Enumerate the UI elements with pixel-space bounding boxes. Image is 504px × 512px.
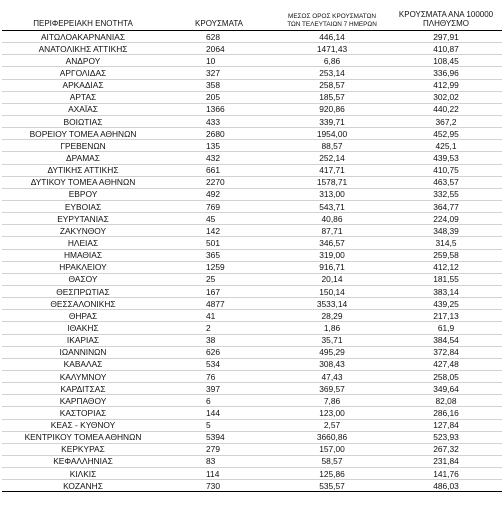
- cases-count: 628: [164, 31, 274, 43]
- table-row: [2, 419, 502, 431]
- seven-day-average: 185,57: [274, 91, 390, 103]
- region-name: ΗΡΑΚΛΕΙΟΥ: [2, 261, 164, 273]
- cases-count: 114: [164, 468, 274, 480]
- seven-day-average: 1578,71: [274, 176, 390, 188]
- cases-count: 2270: [164, 176, 274, 188]
- region-name: ΚΟΖΑΝΗΣ: [2, 480, 164, 492]
- cases-per-100k: 427,48: [390, 358, 502, 370]
- region-name: ΕΒΡΟΥ: [2, 188, 164, 200]
- cases-per-100k: 384,54: [390, 334, 502, 346]
- region-name: ΚΕΝΤΡΙΚΟΥ ΤΟΜΕΑ ΑΘΗΝΩΝ: [2, 431, 164, 443]
- seven-day-average: 1954,00: [274, 128, 390, 140]
- region-name: ΚΙΛΚΙΣ: [2, 468, 164, 480]
- cases-count: 45: [164, 213, 274, 225]
- region-name: ΚΕΦΑΛΛΗΝΙΑΣ: [2, 455, 164, 467]
- header-row: [2, 6, 502, 31]
- header-per-line1: ΚΡΟΥΣΜΑΤΑ ΑΝΑ 100000: [398, 10, 494, 19]
- cases-count: 501: [164, 237, 274, 249]
- table-row: [2, 298, 502, 310]
- region-name: ΙΩΑΝΝΙΝΩΝ: [2, 346, 164, 358]
- cases-per-100k: 383,14: [390, 285, 502, 297]
- seven-day-average: 339,71: [274, 115, 390, 127]
- table-row: [2, 370, 502, 382]
- seven-day-average: 495,29: [274, 346, 390, 358]
- seven-day-average: 88,57: [274, 140, 390, 152]
- cases-count: 205: [164, 91, 274, 103]
- cases-per-100k: 372,84: [390, 346, 502, 358]
- table-row: [2, 261, 502, 273]
- cases-count: 534: [164, 358, 274, 370]
- header-per-capita: [390, 6, 502, 31]
- cases-count: 730: [164, 480, 274, 492]
- seven-day-average: 28,29: [274, 310, 390, 322]
- cases-per-100k: 348,39: [390, 225, 502, 237]
- cases-per-100k: 425,1: [390, 140, 502, 152]
- cases-per-100k: 439,25: [390, 298, 502, 310]
- table-row: [2, 468, 502, 480]
- table-body: [2, 31, 502, 492]
- seven-day-average: 920,86: [274, 103, 390, 115]
- region-name: ΒΟΡΕΙΟΥ ΤΟΜΕΑ ΑΘΗΝΩΝ: [2, 128, 164, 140]
- header-avg: [274, 6, 390, 31]
- seven-day-average: 535,57: [274, 480, 390, 492]
- cases-per-100k: 452,95: [390, 128, 502, 140]
- cases-count: 358: [164, 79, 274, 91]
- seven-day-average: 123,00: [274, 407, 390, 419]
- region-name: ΖΑΚΥΝΘΟΥ: [2, 225, 164, 237]
- region-name: ΕΥΒΟΙΑΣ: [2, 200, 164, 212]
- cases-per-100k: 224,09: [390, 213, 502, 225]
- region-name: ΑΝΔΡΟΥ: [2, 55, 164, 67]
- table-row: [2, 431, 502, 443]
- cases-per-100k: 141,76: [390, 468, 502, 480]
- cases-table: [2, 6, 502, 492]
- header-region-label: ΠΕΡΙΦΕΡΕΙΑΚΗ ΕΝΟΤΗΤΑ: [33, 19, 133, 28]
- seven-day-average: 58,57: [274, 455, 390, 467]
- region-name: ΑΧΑΪΑΣ: [2, 103, 164, 115]
- cases-count: 2064: [164, 43, 274, 55]
- cases-per-100k: 336,96: [390, 67, 502, 79]
- cases-per-100k: 217,13: [390, 310, 502, 322]
- seven-day-average: 125,86: [274, 468, 390, 480]
- region-name: ΘΗΡΑΣ: [2, 310, 164, 322]
- region-name: ΑΡΤΑΣ: [2, 91, 164, 103]
- seven-day-average: 319,00: [274, 249, 390, 261]
- cases-count: 1259: [164, 261, 274, 273]
- table-row: [2, 383, 502, 395]
- cases-count: 433: [164, 115, 274, 127]
- cases-per-100k: 82,08: [390, 395, 502, 407]
- table-row: [2, 200, 502, 212]
- cases-per-100k: 258,05: [390, 370, 502, 382]
- cases-count: 25: [164, 273, 274, 285]
- cases-per-100k: 463,57: [390, 176, 502, 188]
- region-name: ΕΥΡΥΤΑΝΙΑΣ: [2, 213, 164, 225]
- seven-day-average: 313,00: [274, 188, 390, 200]
- table-row: [2, 164, 502, 176]
- seven-day-average: 417,71: [274, 164, 390, 176]
- seven-day-average: 258,57: [274, 79, 390, 91]
- seven-day-average: 543,71: [274, 200, 390, 212]
- cases-per-100k: 349,64: [390, 383, 502, 395]
- table-row: [2, 31, 502, 43]
- cases-count: 135: [164, 140, 274, 152]
- cases-per-100k: 364,77: [390, 200, 502, 212]
- table-row: [2, 176, 502, 188]
- region-name: ΚΑΡΔΙΤΣΑΣ: [2, 383, 164, 395]
- cases-count: 492: [164, 188, 274, 200]
- seven-day-average: 252,14: [274, 152, 390, 164]
- seven-day-average: 1471,43: [274, 43, 390, 55]
- cases-per-100k: 412,99: [390, 79, 502, 91]
- table-row: [2, 152, 502, 164]
- seven-day-average: 87,71: [274, 225, 390, 237]
- cases-per-100k: 486,03: [390, 480, 502, 492]
- region-name: ΑΡΓΟΛΙΔΑΣ: [2, 67, 164, 79]
- cases-per-100k: 127,84: [390, 419, 502, 431]
- table-row: [2, 67, 502, 79]
- table-row: [2, 346, 502, 358]
- cases-per-100k: 286,16: [390, 407, 502, 419]
- cases-per-100k: 412,12: [390, 261, 502, 273]
- cases-per-100k: 332,55: [390, 188, 502, 200]
- cases-per-100k: 440,22: [390, 103, 502, 115]
- cases-count: 2680: [164, 128, 274, 140]
- header-cases-label: ΚΡΟΥΣΜΑΤΑ: [195, 19, 243, 28]
- table-row: [2, 310, 502, 322]
- region-name: ΔΡΑΜΑΣ: [2, 152, 164, 164]
- region-name: ΚΕΑΣ - ΚΥΘΝΟΥ: [2, 419, 164, 431]
- header-avg-line1: ΜΕΣΟΣ ΟΡΟΣ ΚΡΟΥΣΜΑΤΩΝ: [288, 13, 376, 20]
- cases-count: 41: [164, 310, 274, 322]
- seven-day-average: 157,00: [274, 443, 390, 455]
- table-row: [2, 115, 502, 127]
- cases-per-100k: 297,91: [390, 31, 502, 43]
- header-avg-line2: ΤΩΝ ΤΕΛΕΥΤΑΙΩΝ 7 ΗΜΕΡΩΝ: [287, 20, 377, 28]
- cases-per-100k: 523,93: [390, 431, 502, 443]
- seven-day-average: 308,43: [274, 358, 390, 370]
- region-name: ΘΑΣΟΥ: [2, 273, 164, 285]
- table-row: [2, 358, 502, 370]
- table-row: [2, 55, 502, 67]
- cases-count: 769: [164, 200, 274, 212]
- cases-per-100k: 181,55: [390, 273, 502, 285]
- cases-count: 4877: [164, 298, 274, 310]
- table-row: [2, 188, 502, 200]
- cases-count: 5: [164, 419, 274, 431]
- cases-per-100k: 410,87: [390, 43, 502, 55]
- cases-per-100k: 267,32: [390, 443, 502, 455]
- table-row: [2, 273, 502, 285]
- region-name: ΑΙΤΩΛΟΑΚΑΡΝΑΝΙΑΣ: [2, 31, 164, 43]
- cases-count: 279: [164, 443, 274, 455]
- table-row: [2, 249, 502, 261]
- header-per-line2: ΠΛΗΘΥΣΜΟ: [422, 19, 470, 28]
- table-row: [2, 395, 502, 407]
- seven-day-average: 6,86: [274, 55, 390, 67]
- region-name: ΚΕΡΚΥΡΑΣ: [2, 443, 164, 455]
- region-name: ΔΥΤΙΚΗΣ ΑΤΤΙΚΗΣ: [2, 164, 164, 176]
- table-row: [2, 455, 502, 467]
- cases-count: 1366: [164, 103, 274, 115]
- cases-count: 626: [164, 346, 274, 358]
- cases-count: 5394: [164, 431, 274, 443]
- cases-count: 38: [164, 334, 274, 346]
- cases-per-100k: 108,45: [390, 55, 502, 67]
- region-name: ΔΥΤΙΚΟΥ ΤΟΜΕΑ ΑΘΗΝΩΝ: [2, 176, 164, 188]
- cases-count: 365: [164, 249, 274, 261]
- cases-per-100k: 367,2: [390, 115, 502, 127]
- table-row: [2, 480, 502, 492]
- table-row: [2, 407, 502, 419]
- table-row: [2, 43, 502, 55]
- cases-count: 10: [164, 55, 274, 67]
- seven-day-average: 346,57: [274, 237, 390, 249]
- seven-day-average: 3660,86: [274, 431, 390, 443]
- region-name: ΓΡΕΒΕΝΩΝ: [2, 140, 164, 152]
- region-name: ΙΘΑΚΗΣ: [2, 322, 164, 334]
- region-name: ΘΕΣΠΡΩΤΙΑΣ: [2, 285, 164, 297]
- table-row: [2, 128, 502, 140]
- region-name: ΑΝΑΤΟΛΙΚΗΣ ΑΤΤΙΚΗΣ: [2, 43, 164, 55]
- region-name: ΑΡΚΑΔΙΑΣ: [2, 79, 164, 91]
- table-row: [2, 213, 502, 225]
- cases-count: 142: [164, 225, 274, 237]
- cases-per-100k: 302,02: [390, 91, 502, 103]
- cases-per-100k: 439,53: [390, 152, 502, 164]
- region-name: ΘΕΣΣΑΛΟΝΙΚΗΣ: [2, 298, 164, 310]
- cases-count: 432: [164, 152, 274, 164]
- table-row: [2, 91, 502, 103]
- cases-count: 397: [164, 383, 274, 395]
- seven-day-average: 3533,14: [274, 298, 390, 310]
- seven-day-average: 7,86: [274, 395, 390, 407]
- seven-day-average: 47,43: [274, 370, 390, 382]
- seven-day-average: 2,57: [274, 419, 390, 431]
- seven-day-average: 369,57: [274, 383, 390, 395]
- cases-count: 2: [164, 322, 274, 334]
- header-cases: [164, 6, 274, 31]
- table-row: [2, 443, 502, 455]
- seven-day-average: 446,14: [274, 31, 390, 43]
- region-name: ΙΚΑΡΙΑΣ: [2, 334, 164, 346]
- cases-count: 327: [164, 67, 274, 79]
- table-row: [2, 79, 502, 91]
- seven-day-average: 20,14: [274, 273, 390, 285]
- seven-day-average: 40,86: [274, 213, 390, 225]
- cases-count: 6: [164, 395, 274, 407]
- seven-day-average: 150,14: [274, 285, 390, 297]
- seven-day-average: 35,71: [274, 334, 390, 346]
- region-name: ΗΜΑΘΙΑΣ: [2, 249, 164, 261]
- seven-day-average: 253,14: [274, 67, 390, 79]
- table-row: [2, 140, 502, 152]
- table-row: [2, 225, 502, 237]
- seven-day-average: 916,71: [274, 261, 390, 273]
- cases-per-100k: 231,84: [390, 455, 502, 467]
- table-row: [2, 285, 502, 297]
- region-name: ΒΟΙΩΤΙΑΣ: [2, 115, 164, 127]
- table-row: [2, 103, 502, 115]
- cases-count: 661: [164, 164, 274, 176]
- region-name: ΚΑΡΠΑΘΟΥ: [2, 395, 164, 407]
- cases-per-100k: 259,58: [390, 249, 502, 261]
- cases-count: 83: [164, 455, 274, 467]
- cases-count: 144: [164, 407, 274, 419]
- cases-per-100k: 314,5: [390, 237, 502, 249]
- region-name: ΚΑΒΑΛΑΣ: [2, 358, 164, 370]
- seven-day-average: 1,86: [274, 322, 390, 334]
- table-row: [2, 322, 502, 334]
- region-name: ΚΑΣΤΟΡΙΑΣ: [2, 407, 164, 419]
- table-row: [2, 237, 502, 249]
- cases-per-100k: 61,9: [390, 322, 502, 334]
- region-name: ΗΛΕΙΑΣ: [2, 237, 164, 249]
- table-header: [2, 6, 502, 31]
- region-name: ΚΑΛΥΜΝΟΥ: [2, 370, 164, 382]
- cases-per-100k: 410,75: [390, 164, 502, 176]
- table-row: [2, 334, 502, 346]
- cases-count: 167: [164, 285, 274, 297]
- header-region: [2, 6, 164, 31]
- cases-count: 76: [164, 370, 274, 382]
